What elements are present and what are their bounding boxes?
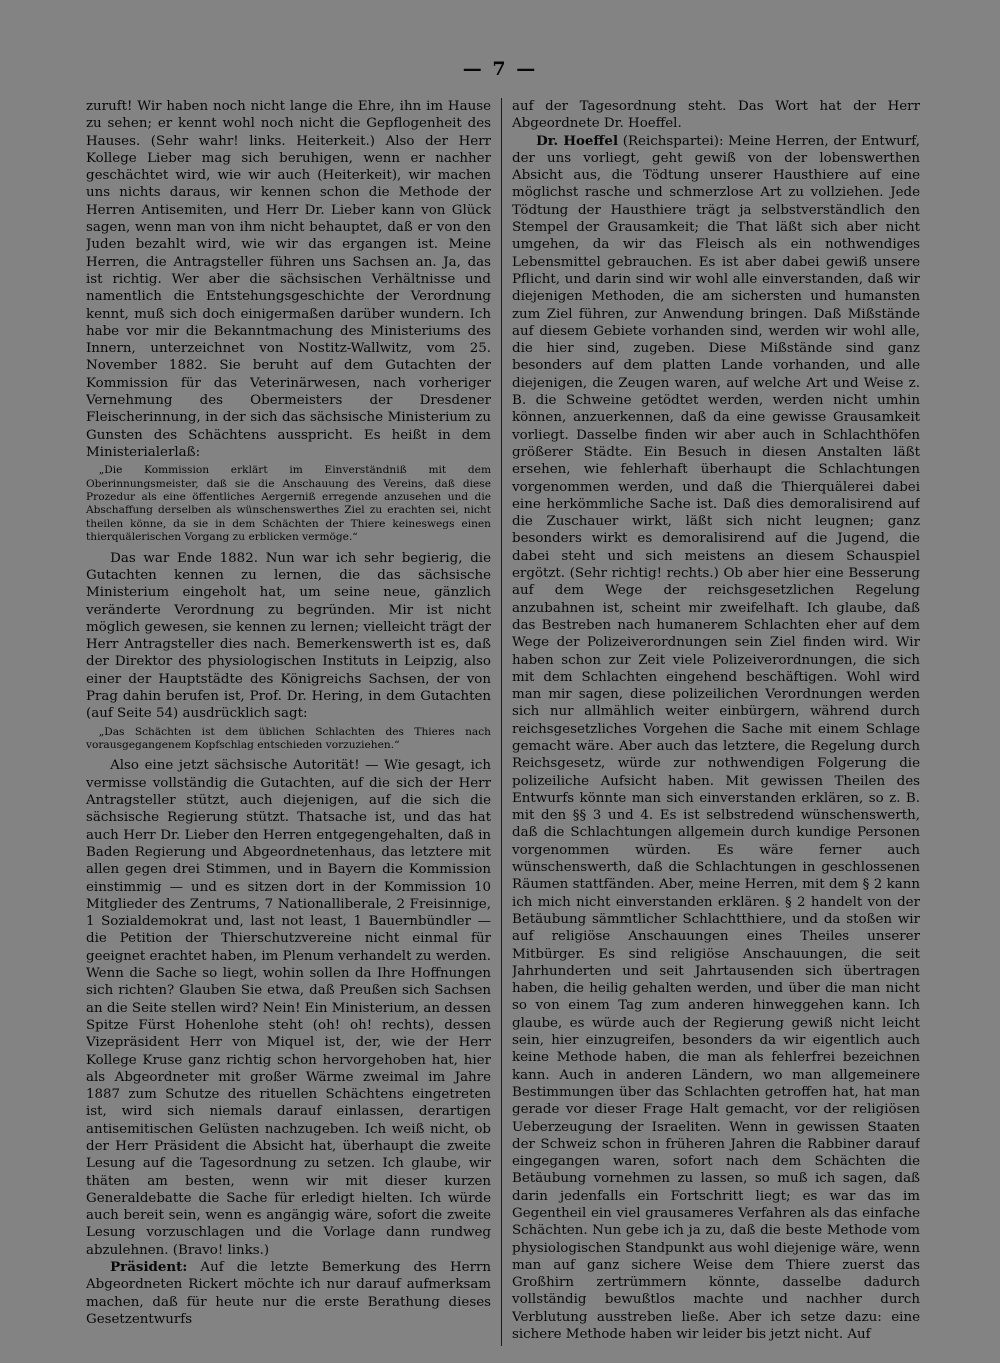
- left-paragraph-3: Also eine jetzt sächsische Autorität! — Wie gesagt, ich vermisse vollständig die Gutachten, auf die sich der Herr Antragsteller stützt, auch diejenigen, auf die sich die sächsische Regierung stützt. Thatsache ist, und das hat auch Herr Dr. Lieber den Herren entgegengehalten, daß in Baden Regierung und Abgeordnetenhaus, das letztere mit allen gegen drei Stimmen, und in Bayern die Kommission einstimmig — und es sitzen dort in der Kommission 10 Mitglieder des Zentrums, 7 Nationalliberale, 2 Freisinnige, 1 Sozialdemokrat und, last not least, 1 Bauernbündler — die Petition der Thierschutzvereine nicht einmal für geeignet erachtet haben, im Plenum verhandelt zu werden. Wenn die Sache so liegt, wohin sollen da Ihre Hoffnungen sich richten? Glauben Sie etwa, daß Preußen sich Sachsen an die Seite stellen wird? Nein! Ein Ministerium, an dessen Spitze Fürst Hohenlohe steht (oh! oh! rechts), dessen Vizepräsident Herr von Miquel ist, der, wie der Herr Kollege Kruse ganz richtig schon hervorgehoben hat, hier als Abgeordneter mit großer Wärme zweimal im Jahre 1887 zum Schutze des rituellen Schächtens eingetreten ist, wird sich niemals darauf einlassen, derartigen antisemitischen Gelüsten nachzugeben. Ich weiß nicht, ob der Herr Präsident die Absicht hat, überhaupt die zweite Lesung auf die Tagesordnung zu setzen. Ich glaube, wir thäten am besten, wenn wir mit dieser kurzen Generaldebatte die Sache für erledigt hielten. Ich würde auch bereit sein, wenn es angängig wäre, sofort die zweite Lesung vorzuschlagen und die Vorlage dann rundweg abzulehnen. (Bravo! links.): [86, 758, 491, 1258]
- left-paragraph-1: zuruft! Wir haben noch nicht lange die Ehre, ihn im Hause zu sehen; er kennt wohl noch nicht die Gepflogenheit des Hauses. (Sehr wahr! links. Heiterkeit.) Also der Herr Kollege Lieber mag sich beruhigen, wenn er nachher geschächtet wird, wie wir auch (Heiterkeit), wir machen uns nichts daraus, wir kennen schon die Methode der Herren Antisemiten, und Herr Dr. Lieber kann von Glück sagen, wenn man von ihm nicht behauptet, daß er von den Juden bezahlt wird, wie wir das ergangen ist. Meine Herren, die Antragsteller führen uns Sachsen an. Ja, das ist richtig. Wer aber die sächsischen Verhältnisse und namentlich die Entstehungsgeschichte der Verordnung kennt, muß sich doch einigermaßen darüber wundern. Ich habe vor mir die Bekanntmachung des Ministeriums des Innern, unterzeichnet von Nostitz-Wallwitz, vom 25. November 1882. Sie beruht auf dem Gutachten der Kommission für das Veterinärwesen, nach vorheriger Vernehmung des Obermeisters der Dresdener Fleischerinnung, in der sich das sächsische Ministerium zu Gunsten des Schächtens ausspricht. Es heißt in dem Ministerialerlaß:: [86, 99, 491, 460]
- right-paragraph-2-text: (Reichspartei): Meine Herren, der Entwurf, der uns vorliegt, geht gewiß von der lobenswerthen Absicht aus, die Tödtung unserer Hausthiere auf eine möglichst rasche und schmerzlose Art zu vollziehen. Jede Tödtung der Hausthiere trägt ja selbstverständlich den Stempel der Grausamkeit; die That läßt sich aber nicht umgehen, da wir das Fleisch als ein nothwendiges Lebensmittel gebrauchen. Es ist aber dabei gewiß unsere Pflicht, und darin sind wir wohl alle einverstanden, daß wir diejenigen Methoden, die am sichersten und humansten zum Ziel führen, zur Anwendung bringen. Daß Mißstände auf diesem Gebiete vorhanden sind, werden wir wohl alle, die hier sind, zugeben. Diese Mißstände sind ganz besonders auf dem platten Lande vorhanden, und alle diejenigen, die Zeugen waren, auf welche Art und Weise z. B. die Schweine getödtet werden, werden nicht umhin können, anzuerkennen, daß da eine gewisse Grausamkeit vorliegt. Dasselbe finden wir aber auch in Schlachthöfen größerer Städte. Ein Besuch in diesen Anstalten läßt ersehen, wie fehlerhaft überhaupt die Schlachtungen vorgenommen werden, und daß die Thierquälerei dabei eine herkömmliche Sache ist. Daß dies demoralisirend auf die Zuschauer wirkt, läßt sich nicht leugnen; ganz besonders wirkt es demoralisirend auf die Jugend, die dabei steht und sich meistens an diesem Schauspiel ergötzt. (Sehr richtig! rechts.) Ob aber hier eine Besserung auf dem Wege der reichsgesetzlichen Regelung anzubahnen ist, scheint mir zweifelhaft. Ich glaube, daß das Bestreben nach humanerem Schlachten eher auf dem Wege der Polizeiverordnungen sein Ziel finden wird. Wir haben schon zur Zeit viele Polizeiverordnungen, die sich mit dem Schlachten eingehend beschäftigen. Wohl wird man mir sagen, diese polizeilichen Verordnungen werden sich nur allmählich weiter einbürgern, während durch reichsgesetzliches Vorgehen die Sache mit einem Schlage gemacht wäre. Aber auch das letztere, die Regelung durch Reichsgesetz, würde zur nothwendigen Folgerung die polizeiliche Aufsicht haben. Mit gewissen Theilen des Entwurfs könnte man sich einverstanden erklären, so z. B. mit den §§ 3 und 4. Es ist selbstredend wünschenswerth, daß die Schlachtungen allgemein durch kundige Personen vorgenommen würden. Es wäre ferner auch wünschenswerth, daß die Schlachtungen in geschlossenen Räumen stattfänden. Aber, meine Herren, mit dem § 2 kann ich mich nicht einverstanden erklären. § 2 handelt von der Betäubung sämmtlicher Schlachtthiere, und da stoßen wir auf religiöse Anschauungen eines Theiles unserer Mitbürger. Es sind religiöse Anschauungen, die seit Jahrhunderten und seit Jahrtausenden sich übertragen haben, die heilig gehalten werden, und über die man nicht so von einem Tag zum anderen hinweggehen kann. Ich glaube, es würde auch der Regierung gewiß nicht leicht sein, hier einzugreifen, besonders da wir eigentlich auch keine Methode haben, die man als fehlerfrei bezeichnen kann. Auch in anderen Ländern, wo man allgemeinere Bestimmungen über das Schlachten getroffen hat, hat man gerade vor dieser Frage Halt gemacht, vor der religiösen Ueberzeugung der Israeliten. Wenn in gewissen Staaten der Schweiz schon in früheren Jahren die Rabbiner darauf eingegangen waren, sofort nach dem Schächten die Betäubung vornehmen zu lassen, so muß ich sagen, daß darin jedenfalls ein Fortschritt liegt; es war das im Gegentheil ein viel grausameres Verfahren als das einfache Schächten. Nun gebe ich ja zu, daß die beste Methode vom physiologischen Standpunkt aus wohl diejenige wäre, wenn man auf ganz sichere Weise dem Thiere zuerst das Großhirn zertrümmern könnte, dasselbe dadurch vollständig bewußtlos machte und nachher durch Verblutung ausstreben ließe. Aber ich setze dazu: eine sichere Methode haben wir leider bis jetzt nicht. Auf: [512, 133, 920, 1343]
- page-number: — 7 —: [462, 58, 538, 80]
- right-paragraph-2: [512, 133, 920, 1344]
- left-column: [86, 98, 491, 1353]
- left-quote-ministerialerlass: „Die Kommission erklärt im Einverständniß mit dem Oberinnungsmeister, daß sie die Anschauung des Vereins, daß diese Prozedur als eine öffentliches Aergerniß erregende anzusehen und die Abschaffung derselben als wünschenswerthes Ziel zu erachten sei, nicht theilen könne, da sie in dem Schächten der Thiere keineswegs einen thierquälerischen Vorgang zu erblicken vermöge.“: [86, 464, 491, 544]
- left-quote-hering: „Das Schächten ist dem üblichen Schlachten des Thieres nach vorausgegangenem Kopfschlag entschieden vorzuziehen.“: [86, 725, 491, 752]
- speaker-praesident: Präsident:: [110, 1259, 188, 1276]
- left-paragraph-4-text: Auf die letzte Bemerkung des Herrn Abgeordneten Rickert möchte ich nur darauf aufmerksam machen, daß für heute nur die erste Berathung dieses Gesetzentwurfs: [86, 1260, 491, 1327]
- left-paragraph-4: [86, 1259, 491, 1328]
- right-paragraph-1: auf der Tagesordnung steht. Das Wort hat der Herr Abgeordnete Dr. Hoeffel.: [512, 99, 920, 132]
- left-paragraph-2: Das war Ende 1882. Nun war ich sehr begierig, die Gutachten kennen zu lernen, die das sächsische Ministerium eingeholt hat, um seine neue, gänzlich veränderte Verordnung zu begründen. Mir ist nicht möglich gewesen, sie kennen zu lernen; vielleicht trägt der Herr Antragsteller dies nach. Bemerkenswerth ist es, daß der Direktor des physiologischen Instituts in Leipzig, also einer der Hauptstädte des Königreichs Sachsen, der von Prag dahin berufen ist, Prof. Dr. Hering, in dem Gutachten (auf Seite 54) ausdrücklich sagt:: [86, 550, 491, 722]
- column-divider: [501, 98, 502, 1346]
- speaker-hoeffel: Dr. Hoeffel: [536, 132, 619, 149]
- right-column: [512, 98, 920, 1353]
